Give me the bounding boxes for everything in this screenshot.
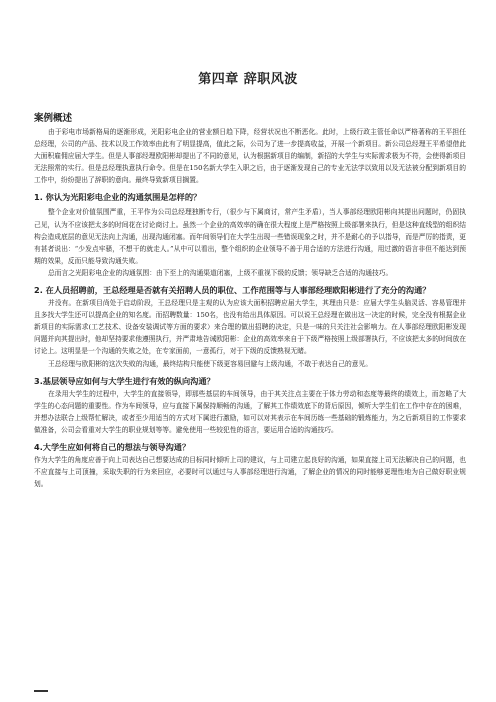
question-1-paragraph: 整个企业对价值氛围严重，王平作为公司总经理独断专行，（很少与下属商讨，常产生矛盾），当人事部经理欧阳彬向其提出问题时，仍固执己见，认为不应该把太多的时间花在讨论商讨上。虽然一个企业的高效率的确在很大程度上是严格按照上级部署来执行，但是这种直线型的组织结构会造成底层的意见无法向上沟通，出现沟通闭塞。而年间领导们在大学生出现一些错误现象之时，并不是耐心的予以指导，而是严厉的指责，更有甚者说出：“少发点牢骚，不想干的就走人。”从中可以看出，整个组织的企业领导不善于用合适的方法进行沟通，用过激的语言非但不能达到预期的效果，反而只能导致沟通失败。 [34, 208, 467, 265]
question-4-paragraph: 作为大学生的角度应善于向上司表达自己想要达成的目标同时倾听上司的建议，与上司建立起良好的沟通，如果直接上司无法解决自己的问题，也不应直接与上司顶撞，采取失职的行为来回应，必要时可以通过与人事部经理进行沟通，了解企业的情况的同时能够更理性地为自己做好职业规划。 [34, 455, 467, 489]
question-2-summary: 王总经理与欧阳彬的这次失败的沟通，最终结构只能使下级更容易回避与上级沟通，不敢于表达自己的意见。 [48, 359, 373, 368]
footer-rule [34, 690, 48, 692]
question-2-paragraph: 并没有。在新项目尚处于启动阶段，王总经理只是主观的认为应该大面积招聘应届大学生，其理由只是：应届大学生头脑灵活、容易管理并且多找大学生还可以提高企业的知名度。而招聘数量：150名，也没有给出具体原因。可以说王总经理在做出这一决定的时候，完全没有根据企业新项目的实际需求(工艺技术、设备安装调试等方面的要求）来合理的做出招聘的决定，只是一味的只关注社会影响力。在人事部经理欧阳彬发现问题并向其提出时，他却坚持要求他遵照执行，并严肃地告诫欧阳彬：企业的高效率来自于下级严格按照上级部署执行，不应该把太多的时间放在讨论上。这明显是一个沟通的失败之处，在专家面前，一意孤行，对于下级的反馈熟视无睹。 [34, 299, 467, 356]
overview-paragraph: 由于彩电市场新格局的逐渐形成，光阳彩电企业的营业额日趋下降，经营状况也不断恶化。此时，上级行政主管任命以严格著称的王平担任总经理，公司的产品、技术以及工作效率由此有了明显提高，值此之际，公司为了进一步提高收益，开展一个新项目。新公司总经理王平希望借此大面积雇佣应届大学生。但是人事部经理欧阳彬却提出了不同的意见，认为根据新项目的编制，新招的大学生与实际需求极为不符，会使得新项目无法照常的实行。但是总经理执意执行命令。但是在150名新大学生入职之后，由于逐渐发现自己的专业无法学以致用以及无法被分配到新项目的工作中，纷纷提出了辞职的意向。最终导致新项目搁置。 [34, 128, 467, 185]
section-heading: 案例概述 [34, 113, 73, 124]
page-title: 第四章 辞职风波 [198, 72, 298, 87]
question-3-paragraph: 在录用大学生的过程中，大学生的直接领导，即那些基层的车间领导，由于其关注点主要在于体力劳动和态度等最终的绩效上，而忽略了大学生的心态问题的重要性。作为车间领导，应与直接下属保持顺畅的沟通，了解其工作绩效底下的背后原因，倾听大学生们在工作中存在的困难，并想办法联合上级帮忙解决，或者至少用适当的方式对下属进行激励，如可以对其表示在车间历练一些基础的锻炼能力，为之后新项目的工作要求做准备，公司会看重对大学生的职业规划等等。避免使用一些较犯性的语言，要运用合适的沟通技巧。 [34, 389, 467, 434]
question-2-heading: 2. 在人员招聘前，王总经理是否就有关招聘人员的职位、工作范围等与人事部经理欧阳彬进行了充分的沟通？ [34, 285, 431, 296]
document-body [34, 112, 466, 490]
question-3-heading: 3.基层领导应如何与大学生进行有效的纵向沟通？ [34, 375, 215, 386]
question-1-heading: 1. 你认为光阳彩电企业的沟通氛围是怎样的？ [34, 192, 202, 203]
question-1-summary: 总而言之光阳彩电企业的沟通氛围：由下至上的沟通渠道闭塞，上级不重视下级的反馈；领导缺乏合适的沟通技巧。 [48, 268, 393, 277]
question-4-heading: 4.大学生应如何将自己的想法与领导沟通？ [34, 441, 191, 452]
